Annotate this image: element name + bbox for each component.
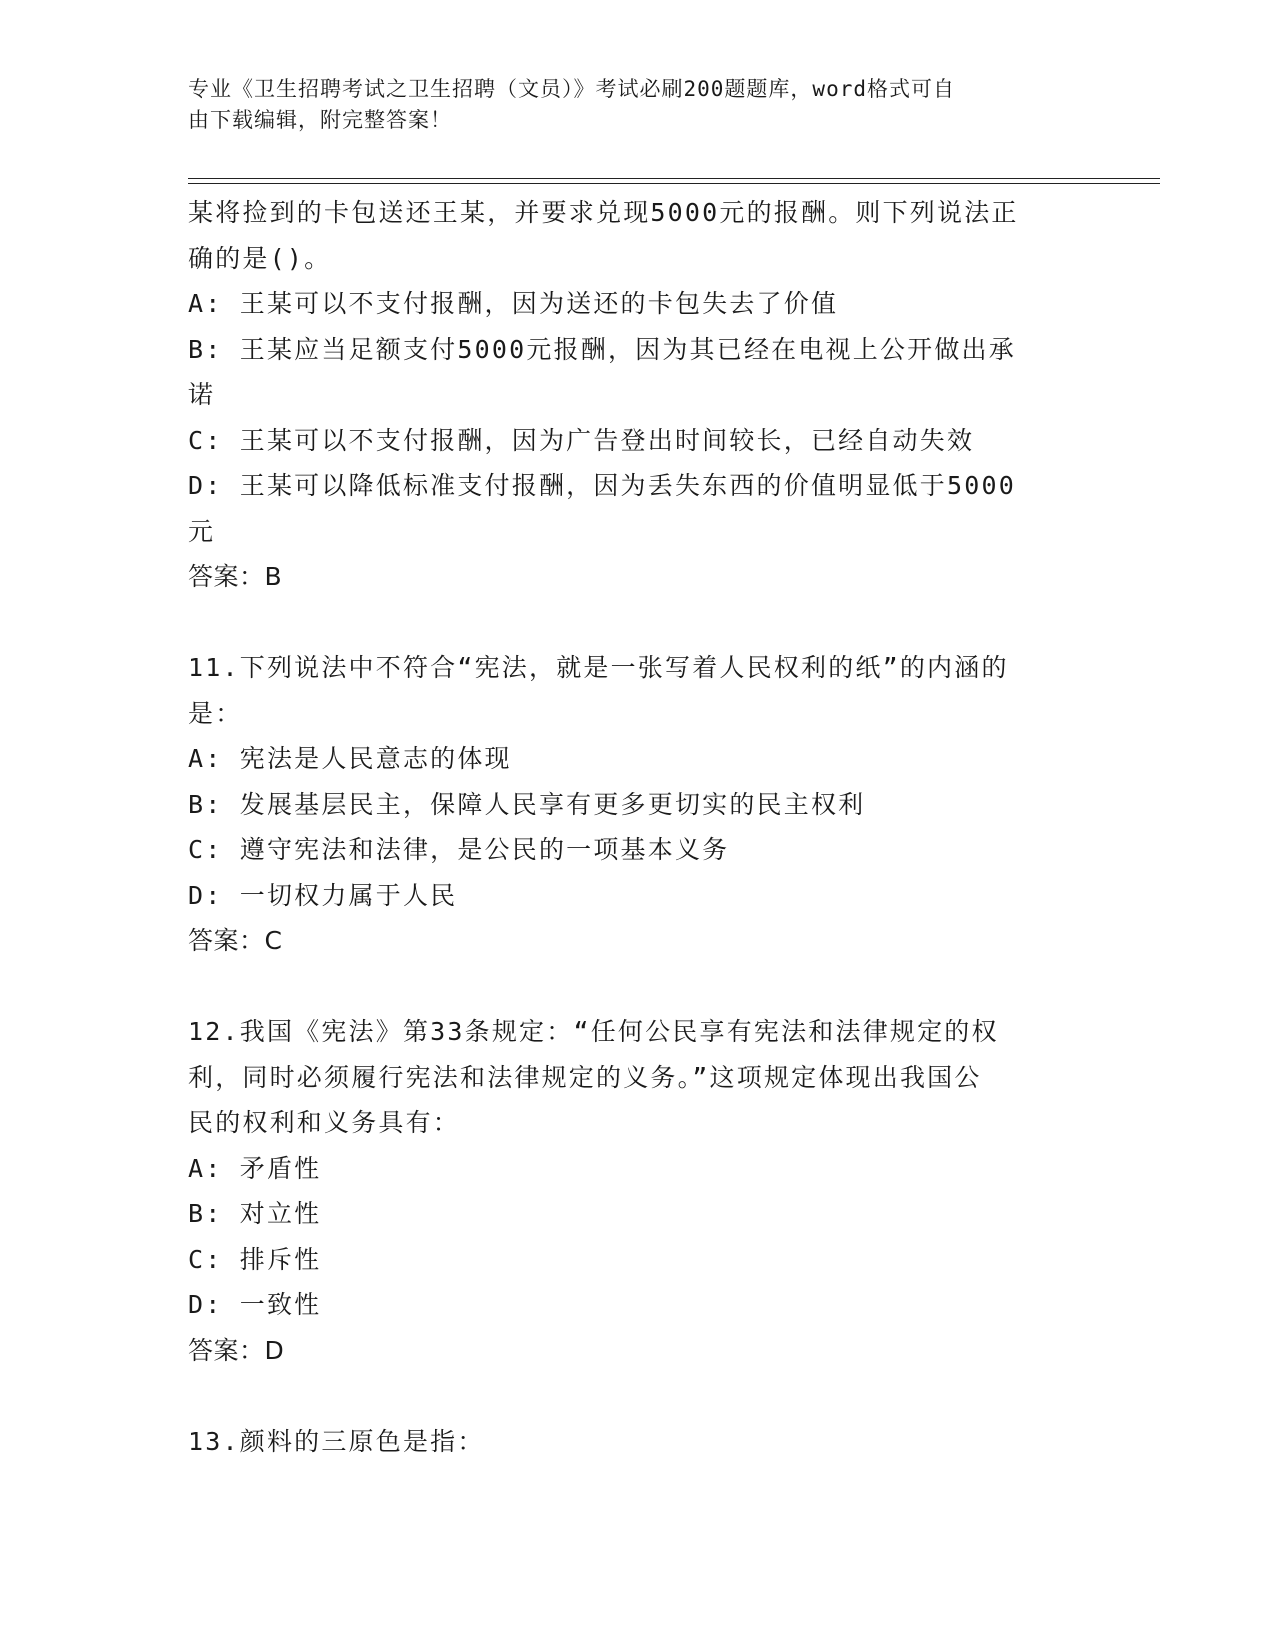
document-header [188,74,1068,136]
option-c: C: 王某可以不支付报酬，因为广告登出时间较长，已经自动失效 [188,425,975,455]
option-c: C: 排斥性 [188,1244,322,1274]
question-12 [188,1009,1088,1373]
option-a: A: 王某可以不支付报酬，因为送还的卡包失去了价值 [188,289,839,318]
question-10 [188,190,1088,600]
option-c: C: 遵守宪法和法律，是公民的一项基本义务 [188,835,730,864]
option-d: D: 一致性 [188,1290,322,1319]
header-divider-bottom [188,183,1160,184]
answer-label: 答案：C [188,926,283,955]
option-a: A: 矛盾性 [188,1153,322,1183]
answer-label: 答案：D [188,1335,285,1365]
question-stem: 13.颜料的三原色是指： [188,1426,485,1456]
header-title-line-1: 专业《卫生招聘考试之卫生招聘（文员）》考试必刷200题题库，word格式可自 [188,77,955,101]
question-content [188,190,1088,1464]
question-stem: 利，同时必须履行宪法和法律规定的义务。”这项规定体现出我国公 [188,1062,982,1092]
option-d: D: 王某可以降低标准支付报酬，因为丢失东西的价值明显低于5000 [188,471,1016,500]
option-d-continued: 元 [188,516,216,546]
option-b: B: 对立性 [188,1199,322,1228]
question-spacer [188,1373,1088,1419]
option-b-continued: 诺 [188,380,216,409]
question-13 [188,1419,1088,1465]
question-stem: 12.我国《宪法》第33条规定：“任何公民享有宪法和法律规定的权 [188,1017,999,1046]
question-stem: 确的是()。 [188,243,332,273]
question-stem: 某将捡到的卡包送还王某，并要求兑现5000元的报酬。则下列说法正 [188,198,1019,227]
option-b: B: 发展基层民主，保障人民享有更多更切实的民主权利 [188,789,866,819]
question-11 [188,645,1088,964]
question-spacer [188,964,1088,1010]
question-spacer [188,600,1088,646]
question-stem: 是： [188,698,243,728]
answer-label: 答案：B [188,562,283,591]
option-a: A: 宪法是人民意志的体现 [188,744,512,773]
header-title-line-2: 由下载编辑，附完整答案！ [188,108,452,132]
option-b: B: 王某应当足额支付5000元报酬，因为其已经在电视上公开做出承 [188,334,1016,364]
question-stem: 民的权利和义务具有： [188,1108,461,1137]
header-divider-top [188,178,1160,179]
question-stem: 11.下列说法中不符合“宪法，就是一张写着人民权利的纸”的内涵的 [188,653,1009,682]
option-d: D: 一切权力属于人民 [188,880,458,910]
